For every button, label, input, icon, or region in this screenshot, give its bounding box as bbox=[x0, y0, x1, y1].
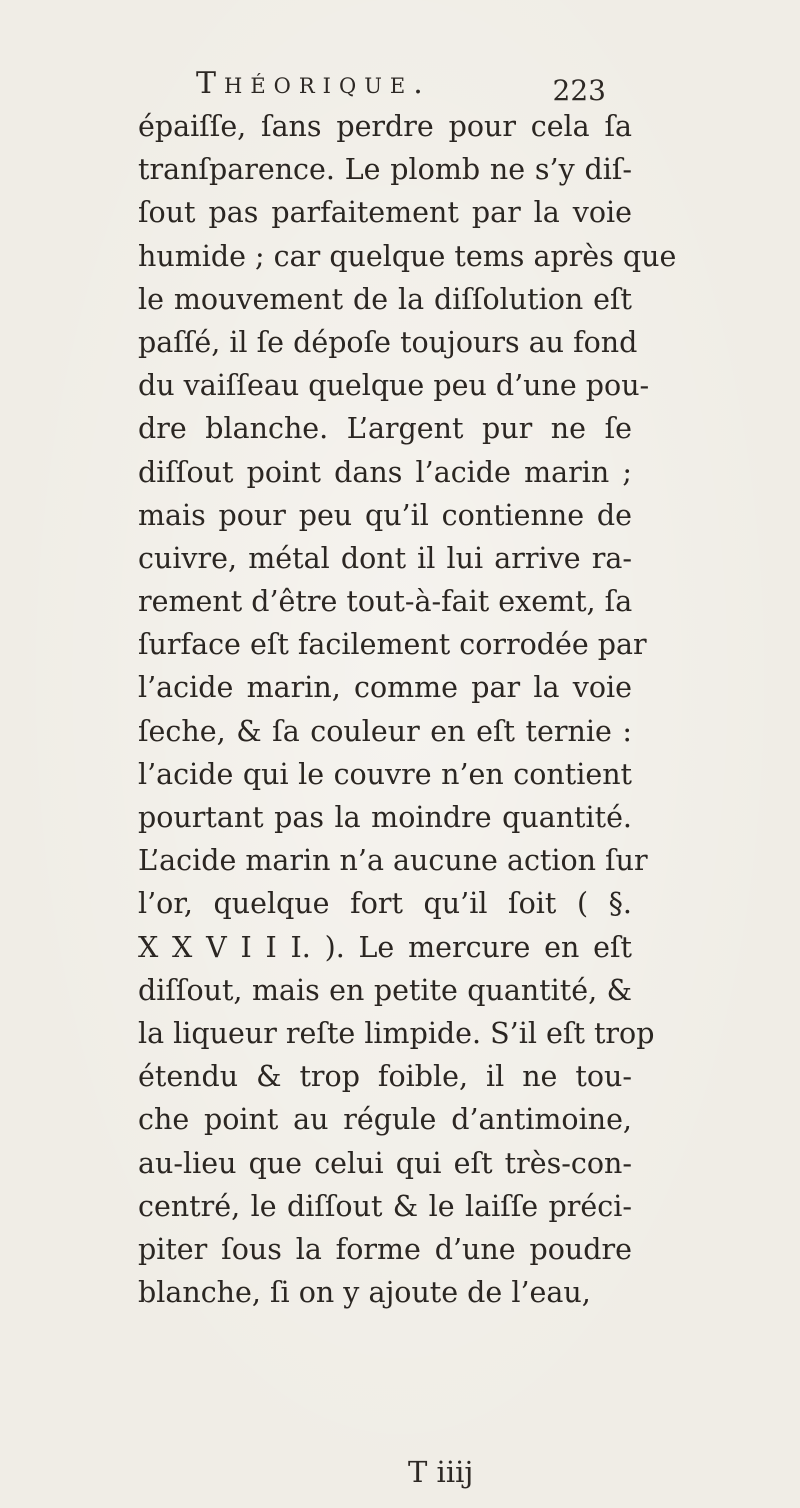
running-title: Théorique. bbox=[196, 66, 431, 101]
text-line-24: che point au régule d’antimoine, bbox=[138, 1103, 632, 1137]
text-line-8: dre blanche. L’argent pur ne ſe bbox=[138, 412, 632, 446]
text-line-11: cuivre, métal dont il lui arrive ra- bbox=[138, 541, 632, 575]
text-line-20: X X V I I I. ). Le mercure en eſt bbox=[138, 930, 632, 964]
page-number: 223 bbox=[552, 74, 606, 107]
text-line-27: piter ſous la forme d’une poudre bbox=[138, 1232, 632, 1266]
body-text bbox=[138, 105, 677, 1314]
text-line-12: rement d’être tout-à-fait exemt, ſa bbox=[138, 585, 633, 619]
text-line-14: l’acide marin, comme par la voie bbox=[138, 671, 632, 705]
text-line-28: blanche, ſi on y ajoute de l’eau, bbox=[138, 1276, 591, 1310]
text-line-7: du vaiſſeau quelque peu d’une pou- bbox=[138, 369, 650, 403]
text-line-3: ſout pas parfaitement par la voie bbox=[138, 196, 632, 230]
text-line-25: au-lieu que celui qui eſt très-con- bbox=[138, 1146, 632, 1180]
text-line-15: ſeche, & ſa couleur en eſt ternie : bbox=[138, 714, 632, 748]
text-line-19: l’or, quelque fort qu’il ſoit ( §. bbox=[138, 887, 632, 921]
text-line-1: épaiſſe, ſans perdre pour cela ſa bbox=[138, 110, 632, 143]
text-line-17: pourtant pas la moindre quantité. bbox=[138, 801, 632, 834]
text-line-2: tranſparence. Le plomb ne s’y diſ- bbox=[138, 153, 632, 187]
text-line-16: l’acide qui le couvre n’en contient bbox=[138, 757, 632, 791]
text-line-10: mais pour peu qu’il contienne de bbox=[138, 498, 632, 532]
text-line-4: humide ; car quelque tems après que bbox=[138, 239, 677, 273]
text-line-6: paſſé, il ſe dépoſe toujours au fond bbox=[138, 325, 638, 359]
text-line-26: centré, le diſſout & le laiſſe préci- bbox=[138, 1189, 632, 1223]
text-line-21: diſſout, mais en petite quantité, & bbox=[138, 973, 632, 1007]
text-line-13: ſurface eſt facilement corrodée par bbox=[138, 628, 647, 662]
text-line-22: la liqueur reſte limpide. S’il eſt trop bbox=[138, 1016, 655, 1050]
text-line-9: diſſout point dans l’acide marin ; bbox=[138, 455, 632, 489]
text-line-23: étendu & trop foible, il ne tou- bbox=[138, 1060, 632, 1094]
signature-mark: T iiij bbox=[408, 1455, 474, 1489]
text-line-18: L’acide marin n’a aucune action ſur bbox=[138, 844, 648, 878]
text-line-5: le mouvement de la diſſolution eſt bbox=[138, 282, 632, 316]
